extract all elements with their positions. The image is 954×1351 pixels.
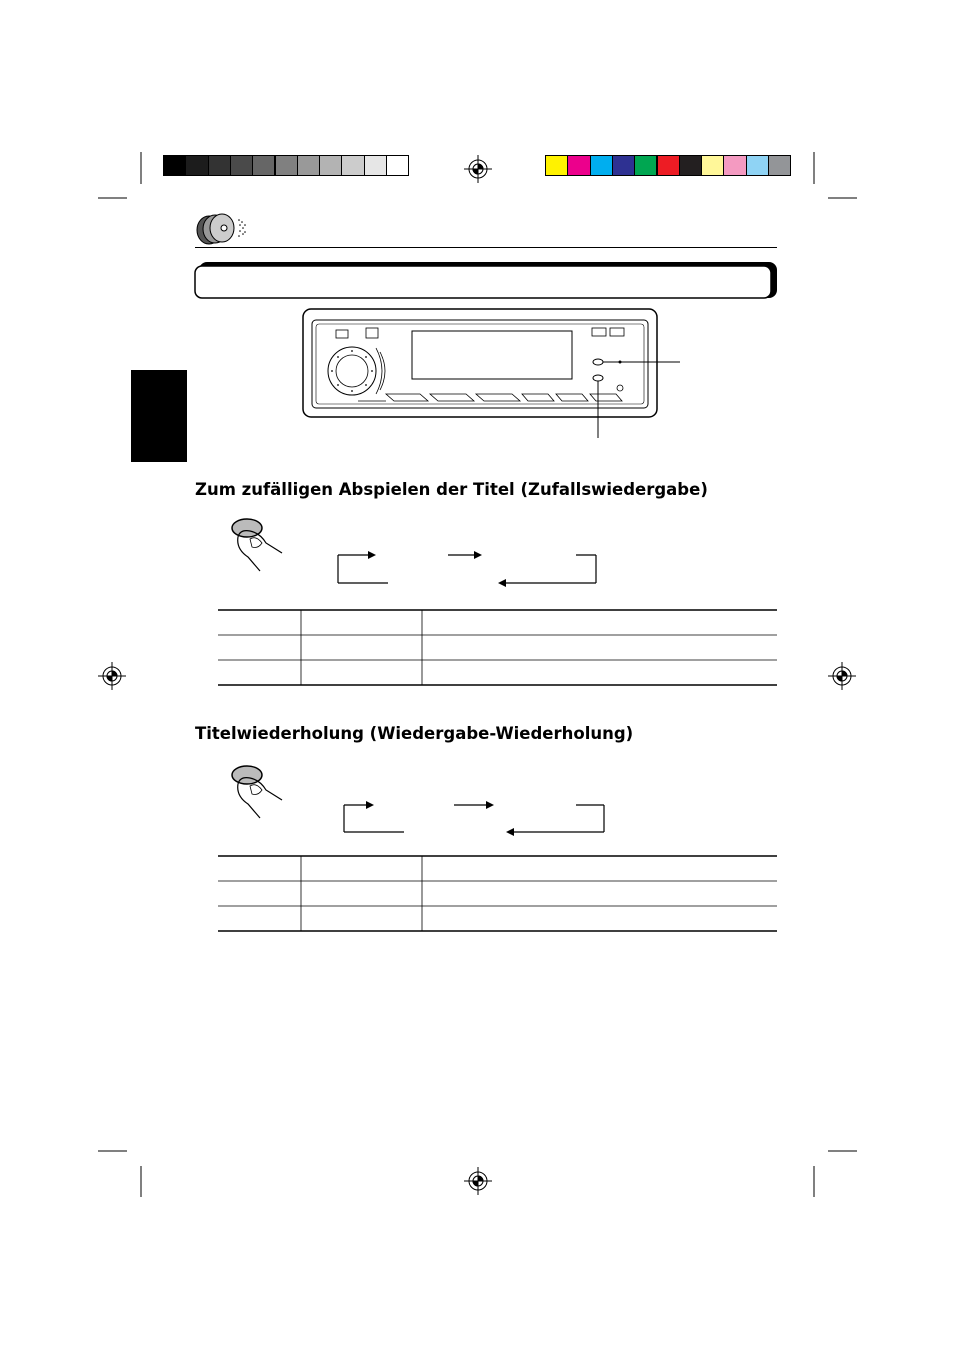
random-play-heading: Zum zufälligen Abspielen der Titel (Zufallswiedergabe)	[195, 480, 708, 499]
grayscale-swatch	[252, 155, 275, 176]
finger-press-button-icon	[226, 762, 298, 824]
grayscale-swatch	[208, 155, 231, 176]
grayscale-swatch	[297, 155, 320, 176]
process-color-swatch	[679, 155, 702, 176]
grayscale-swatch	[275, 155, 298, 176]
title-banner	[193, 260, 781, 302]
language-edge-tab	[131, 370, 187, 462]
process-color-swatch	[746, 155, 769, 176]
random-mode-cycle-diagram	[330, 545, 610, 595]
repeat-mode-table	[218, 854, 778, 934]
cd-changer-icon	[195, 208, 255, 248]
repeat-play-heading: Titelwiederholung (Wiedergabe-Wiederholung)	[195, 724, 634, 743]
car-stereo-panel-illustration	[302, 308, 682, 453]
process-color-swatch	[701, 155, 724, 176]
repeat-mode-cycle-diagram	[336, 795, 616, 845]
process-color-swatch	[723, 155, 746, 176]
grayscale-swatch	[364, 155, 387, 176]
process-color-swatch	[612, 155, 635, 176]
grayscale-swatch	[163, 155, 186, 176]
process-color-swatch	[657, 155, 680, 176]
grayscale-swatch	[185, 155, 208, 176]
process-color-swatch	[768, 155, 791, 176]
grayscale-swatch	[341, 155, 364, 176]
process-color-swatch	[567, 155, 590, 176]
process-color-swatch	[634, 155, 657, 176]
header-rule	[195, 247, 777, 248]
grayscale-swatch	[386, 155, 409, 176]
process-color-swatch	[590, 155, 613, 176]
grayscale-swatch	[319, 155, 342, 176]
finger-press-button-icon	[226, 515, 298, 577]
grayscale-swatch	[230, 155, 253, 176]
process-color-swatch	[545, 155, 568, 176]
random-mode-table	[218, 608, 778, 688]
